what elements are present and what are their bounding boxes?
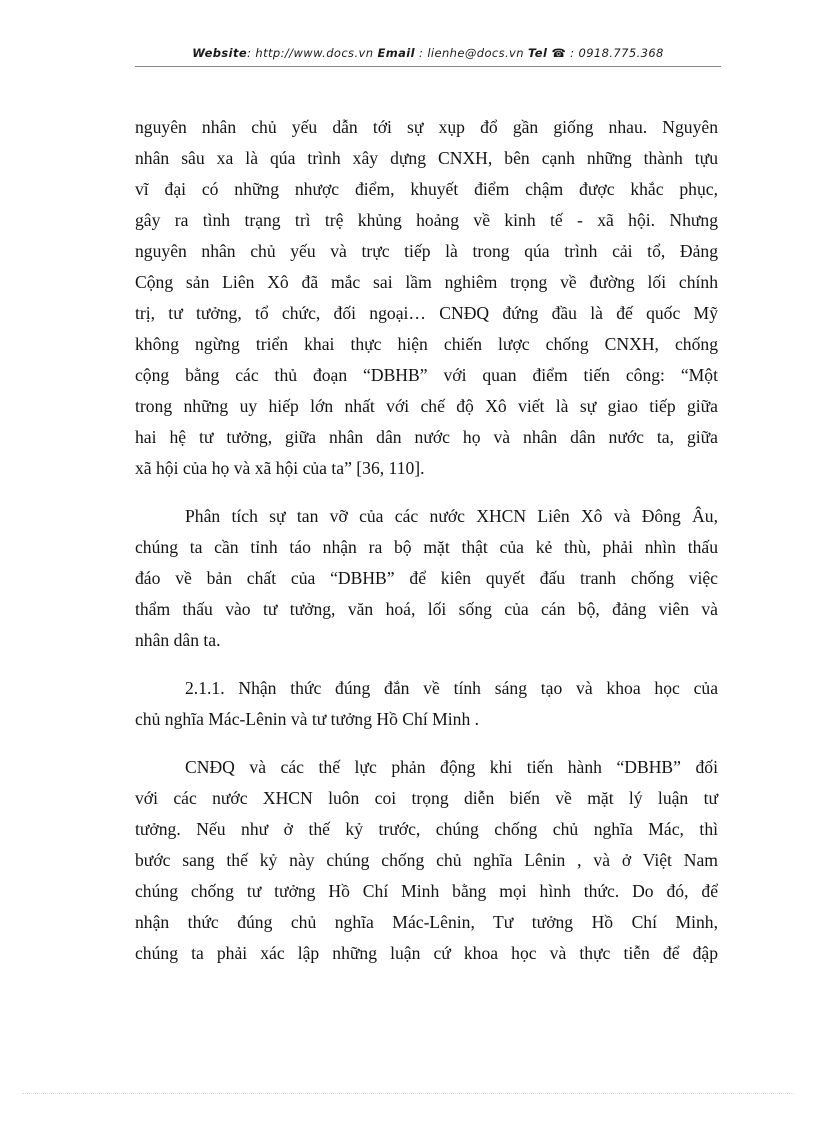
section-heading-2-1-1 [135, 673, 718, 735]
text-line: Phân tích sự tan vỡ của các nước XHCN Liên Xô và Đông Âu, [185, 506, 718, 526]
email-label: Email [377, 46, 415, 60]
website-value: : http://www.docs.vn [247, 46, 378, 60]
text-line: chúng ta phải xác lập những luận cứ khoa học và thực tiễn để đập [135, 943, 718, 963]
text-line: trị, tư tưởng, tổ chức, đối ngoại… CNĐQ đứng đầu là đế quốc Mỹ [135, 303, 718, 323]
text-line: thẩm thấu vào tư tưởng, văn hoá, lối sống của cán bộ, đảng viên và [135, 599, 718, 619]
text-line: chúng ta cần tỉnh táo nhận ra bộ mặt thật của kẻ thù, phải nhìn thấu [135, 537, 718, 557]
text-line: nguyên nhân chủ yếu và trực tiếp là trong qúa trình cải tổ, Đảng [135, 241, 718, 261]
page-header [135, 46, 721, 60]
paragraph-4 [135, 752, 718, 969]
text-line: CNĐQ và các thế lực phản động khi tiến hành “DBHB” đối [185, 757, 718, 777]
text-line: vĩ đại có những nhược điểm, khuyết điểm chậm được khắc phục, [135, 179, 718, 199]
text-line: không ngừng triển khai thực hiện chiến lược chống CNXH, chống [135, 334, 718, 354]
text-line: chúng chống tư tưởng Hồ Chí Minh bằng mọi hình thức. Do đó, để [135, 881, 718, 901]
header-divider [135, 66, 721, 67]
text-line: gây ra tình trạng trì trệ khủng hoảng về kinh tế - xã hội. Nhưng [135, 210, 718, 230]
text-line: tưởng. Nếu như ở thế kỷ trước, chúng chống chủ nghĩa Mác, thì [135, 819, 718, 839]
text-line: nguyên nhân chủ yếu dẫn tới sự xụp đổ gần giống nhau. Nguyên [135, 117, 718, 137]
text-line: nhân sâu xa là qúa trình xây dựng CNXH, bên cạnh những thành tựu [135, 148, 718, 168]
document-body [135, 112, 718, 986]
text-line: cộng bằng các thủ đoạn “DBHB” với quan điểm tiến công: “Một [135, 365, 718, 385]
text-line: 2.1.1. Nhận thức đúng đắn về tính sáng tạo và khoa học của [185, 678, 718, 698]
footer-divider [22, 1093, 794, 1094]
tel-value: : 0918.775.368 [566, 46, 664, 60]
text-line: Cộng sản Liên Xô đã mắc sai lầm nghiêm trọng về đường lối chính [135, 272, 718, 292]
website-label: Website [192, 46, 248, 60]
paragraph-1 [135, 112, 718, 484]
text-line: xã hội của họ và xã hội của ta” [36, 110]. [135, 458, 425, 478]
email-value: : lienhe@docs.vn [414, 46, 528, 60]
text-line: chủ nghĩa Mác-Lênin và tư tưởng Hồ Chí Minh . [135, 709, 480, 729]
text-line: đáo về bản chất của “DBHB” để kiên quyết đấu tranh chống việc [135, 568, 718, 588]
text-line: hai hệ tư tưởng, giữa nhân dân nước họ và nhân dân nước ta, giữa [135, 427, 718, 447]
phone-icon: ☎ [551, 46, 567, 60]
paragraph-2 [135, 501, 718, 656]
text-line: trong những uy hiếp lớn nhất với chế độ Xô viết là sự giao tiếp giữa [135, 396, 718, 416]
tel-label: Tel [528, 46, 548, 60]
text-line: bước sang thế kỷ này chúng chống chủ nghĩa Lênin , và ở Việt Nam [135, 850, 718, 870]
text-line: với các nước XHCN luôn coi trọng diễn biến về mặt lý luận tư [135, 788, 718, 808]
text-line: nhận thức đúng chủ nghĩa Mác-Lênin, Tư tưởng Hồ Chí Minh, [135, 912, 718, 932]
text-line: nhân dân ta. [135, 630, 221, 650]
